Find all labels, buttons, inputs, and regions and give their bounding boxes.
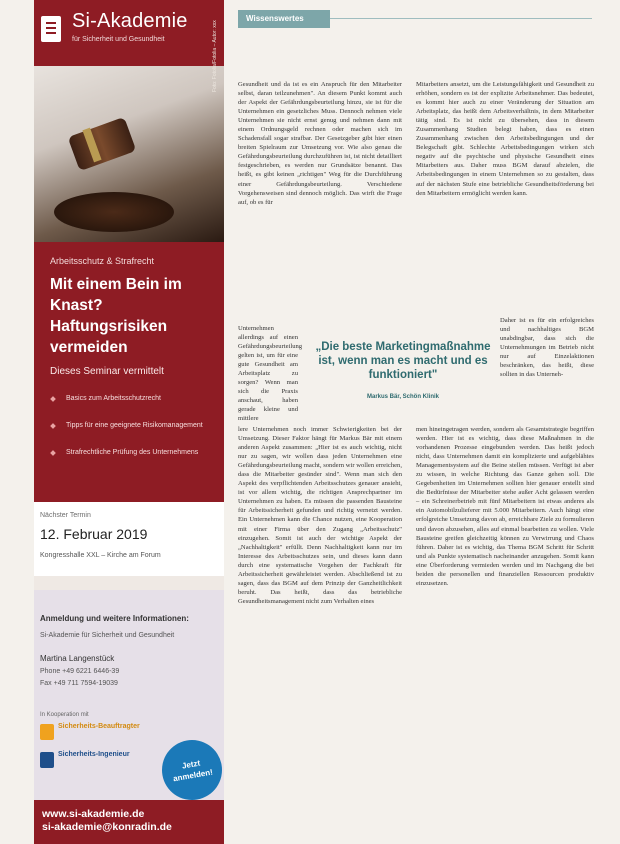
ad-footer	[34, 800, 224, 844]
ad-brand-sub: für Sicherheit und Gesundheit	[72, 36, 165, 43]
ad-header	[34, 0, 224, 66]
seminar-advertisement	[34, 0, 224, 844]
article-column-2-top	[416, 80, 594, 198]
paragraph: Daher ist es für ein erfolgreiches und nachhaltiges BGM unabdingbar, dass sich die Unternehmungen im Betrieb nicht nur auf Einzelaktionen beschränken, das heißt, diese sollten in das Unterneh-	[500, 317, 594, 379]
ad-points	[50, 394, 220, 475]
register-now-badge[interactable]: Jetzt anmelden!	[157, 735, 227, 805]
date-label: Nächster Termin	[40, 512, 91, 519]
pull-quote	[308, 340, 498, 400]
helmet-icon	[40, 752, 54, 768]
paragraph: Unternehmen allerdings auf einen Gefährdungsbeurteilung gelten ist, um für eine gute Gesundheit am Arbeitsplatz zu sorgen? Wenn man sich die Praxis anschaut, haben gerade kleine und mittlere	[238, 325, 303, 423]
gavel-block	[54, 192, 174, 232]
seminar-date: 12. Februar 2019	[40, 526, 148, 542]
email-link[interactable]: si-akademie@konradin.de	[42, 821, 172, 833]
contact-name: Martina Langenstück	[40, 654, 115, 663]
article-column-1-top	[238, 80, 402, 207]
document-icon	[41, 16, 61, 42]
contact-org: Si-Akademie für Sicherheit und Gesundheit	[40, 632, 175, 639]
ad-intro: Dieses Seminar vermittelt	[50, 366, 164, 377]
article-column-1-narrow	[238, 324, 303, 424]
section-tag: Wissenswertes	[238, 10, 330, 28]
section-rule	[330, 18, 592, 19]
quote-author: Markus Bär, Schön Klinik	[366, 394, 440, 400]
partner-name-1: Sicherheits-Beauftragter	[58, 723, 140, 730]
paragraph: lere Unternehmen noch immer Schwierigkeiten bei der Umsetzung. Dieser Faktor hängt für Markus Bär mit einem anderen Aspekt zusammen: „Hier ist es auch wichtig, nicht nur zu sagen, wir wollen dass jeden Unternehmen eine Gefährdungsbeurteilung macht, sondern wir wollen erreichen, dass die Mitarbeiter gesünder sind". Wenn man sich den Aspekt des verpflichtenden Arbeitsschutzes genauer ansieht, ist vor allem wichtig, die richtigen Ansprechpartner im Unternehmen zu haben. Es müssen die passenden Bausteine für Arbeitssicherheit gefunden und richtig vernetzt werden. Ein Unternehmen kann die Chance nutzen, eine Kooperation mit einer Firma über den Zugang „Arbeitsschutz" einzugehen. Somit ist auch der wichtige Aspekt der „Nachhaltigkeit" erfüllt. Denn Nachhaltigkeit kann nur im Interesse des Arbeitsschutzes sein, und dieses kann dann durch eine systematische Vorgehen der Fachkraft für Arbeitssicherheit gewährleistet werden. Abschließend ist zu sagen, dass das BGM auf dem Prinzip der Ganzheitlichkeit beruht. Das heißt, dass das betriebliche Gesundheitsmanagement nicht zum Verhalten eines	[238, 426, 402, 605]
article-column-2-narrow	[500, 316, 594, 379]
ad-point: Basics zum Arbeitsschutzrecht	[50, 394, 220, 404]
contact-fax: Fax +49 711 7594-19039	[40, 680, 118, 687]
partner-label: In Kooperation mit	[40, 712, 89, 718]
paragraph: Gesundheit und da ist es ein Anspruch für den Mitarbeiter selbst, daran teilzunehmen". An diesem Punkt kommt auch der Aspekt der Gefährdungsbeurteilung hinzu, sie ist für die Unternehmen ein gesetzliches Muss. Dennoch nehmen viele Unternehmen sie nicht ernst genug und nehmen dann mit einem Ordnungsgeld rechnen oder machen sich im Schadensfall sogar strafbar. Der Gesetzgeber gibt hier einen breiten Spielraum zur Umsetzung vor. Wie also genau die Gefährdungsbeurteilung durchzuführen ist, ist nicht detailliert festgeschrieben, es werden nur Grundsätze benannt. Das heißt, es gibt keinen „richtigen" Weg für die Durchführung einer Gefährdungsbeurteilung. Verschiedene Vorgehensweisen sind dennoch möglich. Das wirft die Frage auf, ob es für	[238, 81, 402, 206]
ad-brand: Si-Akademie	[72, 10, 188, 32]
website-link[interactable]: www.si-akademie.de	[42, 808, 145, 820]
contact-title: Anmeldung und weitere Informationen:	[40, 614, 189, 623]
ad-seminar-block	[34, 242, 224, 502]
ad-kicker: Arbeitsschutz & Strafrecht	[50, 256, 155, 266]
paragraph: men hineingetragen werden, sondern als Gesamtstrategie begriffen werden. Hier ist es wichtig, dass diese Maßnahmen in die vorhandenen Prozesse eingebunden werden. Das heißt jedoch nicht, dass Unternehmen damit ein komplizierte und aufgeblähtes Managementsystem auf die Beine stellen müssen. Verfügt ist aber zu wissen, in welche Richtung das Ganze gehen soll. Die Gegebenheiten im Unternehmen sollten hier genauer erstellt sind die Bedürfnisse der Mitarbeiter stehe außer Acht gelassen werden – ein Schreinerbetrieb mit fünf Mitarbeitern ist etwas anderes als ein Automobilzulieferer mit 5.000 Mitarbeitern. Auch hängt eine erfolgreiche Umsetzung davon ab, erreichbare Ziele zu formulieren und davon abzusehen, alles auf einmal bearbeiten zu wollen. Viele Bausteine greifen gleichzeitig können zu Verwirrung und Chaos führen. Daher ist es wichtig, das Thema BGM Schritt für Schritt und als Punkte systematisch nacheinander anzugehen. Somit kann eine Überforderung vermieden werden und im Nachgang die bei beiden die personellen und finanziellen Ressourcen produktiv einzusetzen.	[416, 426, 594, 587]
partner-logo-2	[40, 750, 140, 772]
shield-icon	[40, 724, 54, 740]
date-box	[34, 502, 224, 576]
ad-title: Mit einem Bein im Knast? Haftungsrisiken vermeiden	[50, 276, 182, 356]
quote-text: „Die beste Marketingmaßnahme ist, wenn man es macht und es funktioniert"	[315, 341, 491, 381]
gavel-icon	[68, 117, 137, 171]
photo-credit: Foto: Fotolia/Fotolia – Autor: xxx	[212, 20, 218, 92]
contact-phone: Phone +49 6221 6446-39	[40, 668, 120, 675]
partner-logo-1	[40, 722, 140, 744]
partner-name-2: Sicherheits-Ingenieur	[58, 751, 130, 758]
paragraph: Mitarbeiters ansetzt, um die Leistungsfähigkeit und Gesundheit zu erhöhen, sondern es ist der explizite Arbeitsnehmer. Das bedeutet, es kommt hier auch zu einer Veränderung der Situation am Arbeitsplatz, das heißt dem Arbeitsverhältnis, in dem Mitarbeiter tätig sind. Es ist nicht zu übersehen, dass in diesem Zusammenhang Studien belegt haben, dass es einen Zusammenhang zwischen den Arbeitsbedingungen und der Belegschaft gibt. Schlechte Arbeitsbedingungen wirken sich negativ auf die psychische und physische Gesundheit eines Mitarbeiters aus. Daher muss BGM darauf abzielen, die Arbeitsbedingungen in einem Unternehmen so zu gestalten, dass auf der nächsten Stufe eine betriebliche Gesundheitsförderung bei den Mitarbeitern ermöglicht werden kann.	[416, 81, 594, 197]
ad-point: Tipps für eine geeignete Risikomanagement	[50, 421, 220, 431]
seminar-place: Kongresshalle XXL – Kirche am Forum	[40, 552, 161, 559]
article-column-2-bottom	[416, 425, 594, 588]
article-column-1-bottom	[238, 425, 402, 606]
ad-point: Strafrechtliche Prüfung des Unternehmens	[50, 448, 220, 458]
contact-box	[34, 590, 224, 800]
